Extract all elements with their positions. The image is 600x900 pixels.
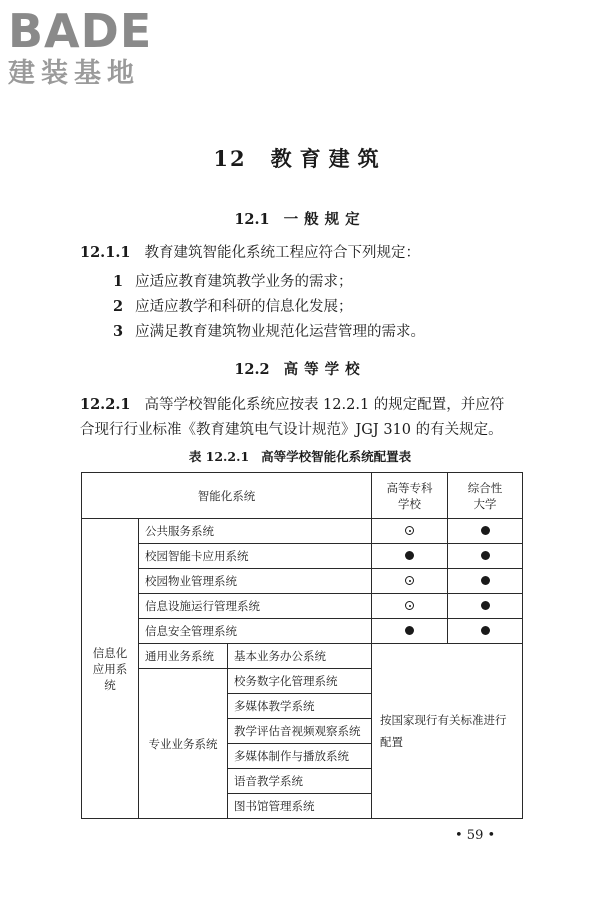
clause-number: 12.2.1 <box>80 396 131 413</box>
logo-wordmark: BADE <box>8 4 153 58</box>
bade-logo <box>8 6 152 90</box>
recommended-dot-icon <box>405 576 414 585</box>
header-text: 高等专科 <box>386 480 433 495</box>
required-bullet-icon <box>405 626 414 635</box>
table-row <box>82 594 523 619</box>
table-title: 高等学校智能化系统配置表 <box>261 449 412 464</box>
table-row <box>82 569 523 594</box>
clause-text: 高等学校智能化系统应按表 12.2.1 的规定配置，并应符 <box>144 397 505 413</box>
requirement-cell <box>372 619 448 644</box>
required-bullet-icon <box>405 551 414 560</box>
list-item-text: 应满足教育建筑物业规范化运营管理的需求。 <box>135 324 425 340</box>
header-vocational-college <box>372 473 448 519</box>
chapter-number: 12 <box>213 146 247 171</box>
system-name: 教学评估音视频观察系统 <box>228 719 372 744</box>
requirement-cell <box>372 569 448 594</box>
clause-number: 12.1.1 <box>80 244 131 261</box>
chapter-title <box>0 143 600 173</box>
category-text: 信息化 <box>92 645 128 660</box>
merged-note: 按国家现行有关标准进行配置 <box>372 644 523 819</box>
group-general: 通用业务系统 <box>139 644 228 669</box>
requirement-cell <box>372 544 448 569</box>
list-item-text: 应适应教学和科研的信息化发展； <box>135 299 353 315</box>
requirement-cell <box>448 519 523 544</box>
logo-subtitle: 建装基地 <box>8 58 140 89</box>
system-name: 校园智能卡应用系统 <box>139 544 372 569</box>
recommended-dot-icon <box>405 526 414 535</box>
category-text: 应用系统 <box>92 661 128 692</box>
header-text: 大学 <box>473 496 497 511</box>
system-name: 图书馆管理系统 <box>228 794 372 819</box>
header-text: 学校 <box>398 496 421 511</box>
clause-12-1-1 <box>80 243 420 263</box>
requirement-cell <box>372 594 448 619</box>
requirement-cell <box>448 594 523 619</box>
clause-12-2-1-line2: 合现行行业标准《教育建筑电气设计规范》JGJ 310 的有关规定。 <box>80 422 503 438</box>
required-bullet-icon <box>481 526 490 535</box>
header-system: 智能化系统 <box>82 473 372 519</box>
chapter-name: 教育建筑 <box>270 146 387 171</box>
requirement-cell <box>448 619 523 644</box>
group-professional: 专业业务系统 <box>139 669 228 819</box>
required-bullet-icon <box>481 601 490 610</box>
table-row <box>82 619 523 644</box>
system-name: 公共服务系统 <box>139 519 372 544</box>
list-item-number: 3 <box>113 323 124 340</box>
clause-text: 教育建筑智能化系统工程应符合下列规定： <box>144 245 420 261</box>
required-bullet-icon <box>481 576 490 585</box>
requirement-cell <box>448 569 523 594</box>
recommended-dot-icon <box>405 601 414 610</box>
table-number: 表 12.2.1 <box>188 449 250 464</box>
header-text: 综合性 <box>467 480 503 495</box>
category-cell <box>82 519 139 819</box>
header-university <box>448 473 523 519</box>
list-item-text: 应适应教育建筑教学业务的需求； <box>135 274 353 290</box>
list-item <box>113 270 353 291</box>
requirement-cell <box>372 519 448 544</box>
list-item-number: 2 <box>113 298 124 315</box>
list-item-number: 1 <box>113 273 124 290</box>
system-name: 校园物业管理系统 <box>139 569 372 594</box>
page-number: • 59 • <box>455 828 496 843</box>
list-item <box>113 295 353 316</box>
table-header-row <box>82 473 523 519</box>
system-name: 基本业务办公系统 <box>228 644 372 669</box>
table-row <box>82 644 523 669</box>
table-row <box>82 544 523 569</box>
system-name: 信息设施运行管理系统 <box>139 594 372 619</box>
required-bullet-icon <box>481 551 490 560</box>
section-title-12-2 <box>0 358 600 379</box>
section-name: 高等学校 <box>283 361 366 378</box>
system-name: 校务数字化管理系统 <box>228 669 372 694</box>
required-bullet-icon <box>481 626 490 635</box>
system-name: 语音教学系统 <box>228 769 372 794</box>
clause-12-2-1-line1 <box>80 395 504 415</box>
list-item <box>113 320 425 341</box>
section-number: 12.1 <box>234 211 270 228</box>
system-name: 多媒体制作与播放系统 <box>228 744 372 769</box>
system-name: 多媒体教学系统 <box>228 694 372 719</box>
system-name: 信息安全管理系统 <box>139 619 372 644</box>
section-title-12-1 <box>0 208 600 229</box>
config-table <box>81 472 523 819</box>
section-name: 一般规定 <box>283 211 366 228</box>
table-row <box>82 519 523 544</box>
requirement-cell <box>448 544 523 569</box>
table-caption <box>0 447 600 465</box>
section-number: 12.2 <box>234 361 270 378</box>
